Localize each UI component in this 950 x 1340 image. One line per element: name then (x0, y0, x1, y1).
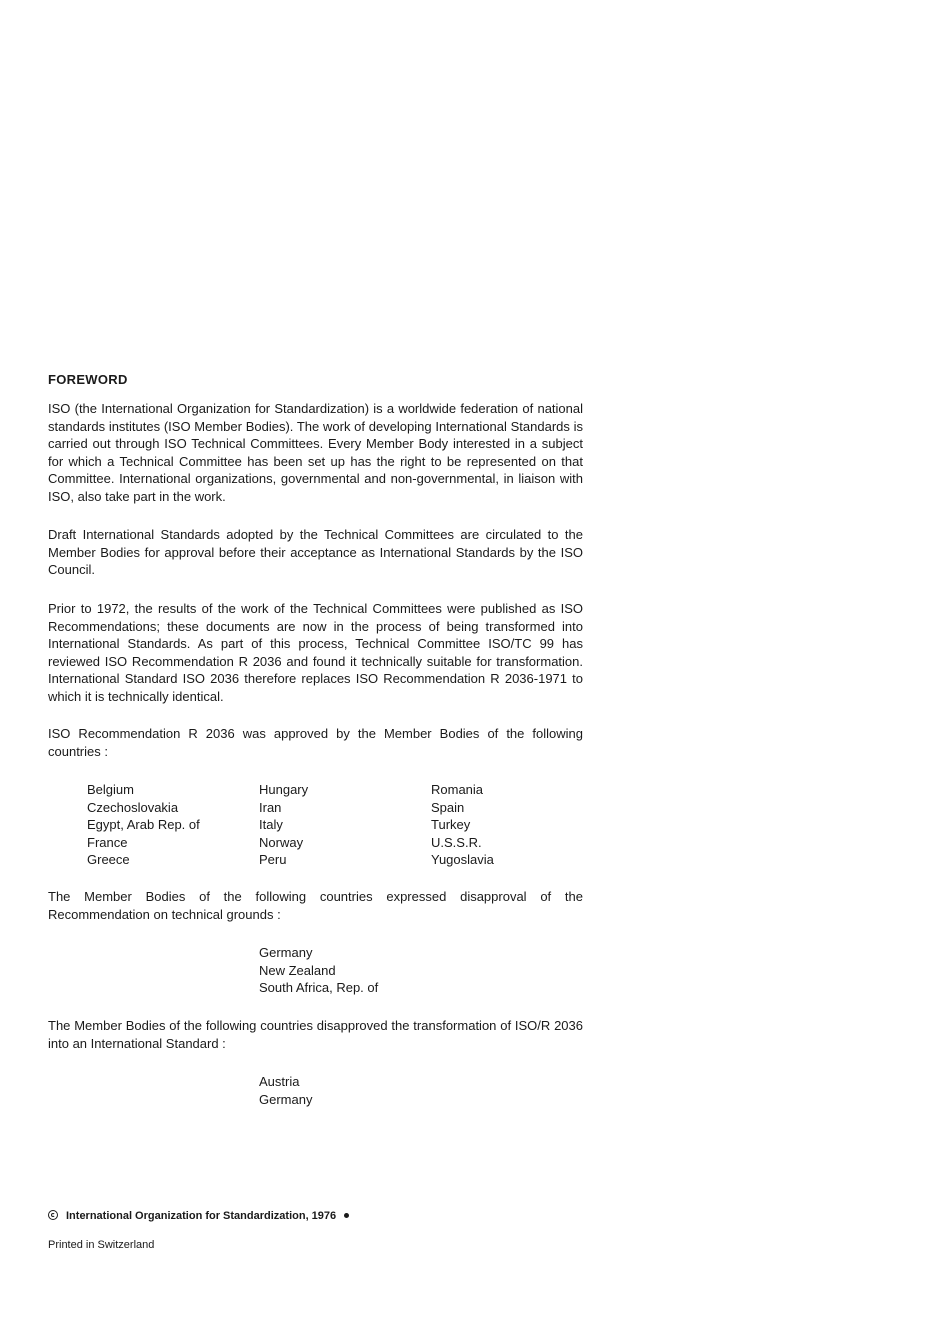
country-item: Germany (259, 945, 313, 960)
country-item: Czechoslovakia (87, 799, 179, 815)
country-item: U.S.S.R. (431, 834, 482, 850)
country-item: Austria (259, 1074, 300, 1089)
approved-countries-column-1 (87, 781, 200, 869)
country-item: Spain (431, 799, 465, 815)
printed-in-notice: Printed in Switzerland (48, 1239, 155, 1251)
country-item: Belgium (87, 782, 134, 797)
copyright-icon (48, 1210, 58, 1220)
foreword-paragraph-1: ISO (the International Organization for Standardization) is a worldwide federation of national standards institutes (ISO Member Bodies). The work of developing International Standards is carried out through ISO Technical Committees. Every Member Body interested in a subject for which a Technical Committee has been set up has the right to be represented on that Committee. International organizations, governmental and non-governmental, in liaison with ISO, also take part in the work. (48, 401, 583, 504)
foreword-paragraph-6: The Member Bodies of the following countries disapproved the transformation of ISO/R 2036 into an International Standard : (48, 1018, 583, 1051)
country-item: Turkey (431, 817, 471, 832)
copyright-text: International Organization for Standardization, 1976 (66, 1210, 337, 1222)
transformation-disapproval-countries (259, 1073, 312, 1108)
country-item: Greece (87, 852, 130, 867)
country-item: Egypt, Arab Rep. of (87, 817, 200, 832)
technical-disapproval-countries (259, 944, 378, 997)
country-item: Iran (259, 799, 282, 815)
country-item: Peru (259, 852, 287, 867)
country-item: Romania (431, 782, 484, 797)
foreword-paragraph-2: Draft International Standards adopted by the Technical Committees are circulated to the Member Bodies for approval before their acceptance as International Standards by the ISO Council. (48, 527, 583, 578)
foreword-paragraph-5: The Member Bodies of the following countries expressed disapproval of the Recommendation on technical grounds : (48, 889, 583, 922)
bullet-icon (344, 1213, 349, 1218)
country-item: Norway (259, 834, 304, 850)
country-item: Hungary (259, 782, 309, 797)
copyright-notice (48, 1210, 349, 1222)
country-item: Yugoslavia (431, 852, 494, 867)
foreword-heading: FOREWORD (48, 372, 128, 387)
foreword-paragraph-3: Prior to 1972, the results of the work of the Technical Committees were published as ISO Recommendations; these documents are now in the process of being transformed into International Standards. As part of this process, Technical Committee ISO/TC 99 has reviewed ISO Recommendation R 2036 and found it technically suitable for transformation. International Standard ISO 2036 therefore replaces ISO Recommendation R 2036-1971 to which it is technically identical. (48, 601, 583, 704)
approved-countries-column-2 (259, 781, 308, 869)
country-item: France (87, 834, 128, 850)
foreword-paragraph-4: ISO Recommendation R 2036 was approved by the Member Bodies of the following countries : (48, 726, 583, 759)
country-item: South Africa, Rep. of (259, 980, 379, 995)
country-item: Italy (259, 817, 283, 832)
country-item: New Zealand (259, 962, 336, 978)
country-item: Germany (259, 1091, 313, 1107)
approved-countries-column-3 (431, 781, 494, 869)
